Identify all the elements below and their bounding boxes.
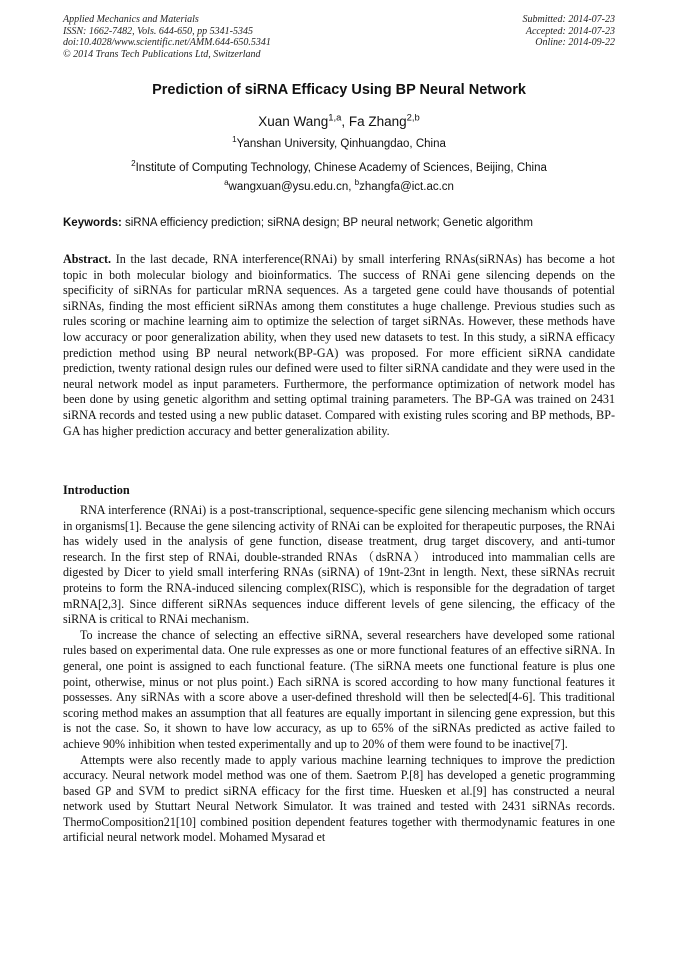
author-separator: ,: [341, 114, 349, 129]
affiliation-marker: 1: [232, 135, 237, 145]
author-superscript: 2,b: [406, 112, 420, 124]
online-date: Online: 2014-09-22: [535, 37, 615, 49]
affiliation-2: [0, 159, 678, 174]
paragraph: To increase the chance of selecting an effective siRNA, several researchers have developed some rational rules based on experimental data. One rule expresses as one or more functional features of an effective siRNA. In general, one point is assigned to each functional feature. (The siRNA meets one functional feature is plus one point, otherwise, minus or not plus point.) Each siRNA is scored according to how many functional features it possesses. Any siRNAs with a score above a user-defined threshold will then be selected[4-6]. This traditional scoring method makes an assumption that all features are equally important in silencing gene expression, but this is not the case. So, it shown to have low accuracy, as up to 65% of the siRNAs predicted as active failed to achieve 90% inhibition when tested experimentally and up to 20% of them were found to be inactive[7].: [63, 627, 615, 751]
author-emails: [0, 178, 678, 193]
accepted-date: Accepted: 2014-07-23: [525, 25, 615, 37]
journal-info: [63, 14, 271, 60]
author-superscript: 1,a: [328, 112, 342, 124]
issn-line: ISSN: 1662-7482, Vols. 644-650, pp 5341-5345: [63, 25, 253, 37]
abstract: [63, 252, 615, 439]
keywords-label: Keywords:: [63, 217, 122, 229]
author-name: Fa Zhang: [348, 114, 407, 129]
email-text: zhangfa@ict.ac.cn: [359, 181, 454, 193]
email-marker: b: [354, 178, 360, 188]
author-name: Xuan Wang: [258, 114, 329, 129]
paper-title: Prediction of siRNA Efficacy Using BP Neural Network: [152, 82, 526, 98]
keywords-text: siRNA efficiency prediction; siRNA design; BP neural network; Genetic algorithm: [121, 217, 534, 229]
section-heading: Introduction: [63, 483, 130, 497]
author-line: [0, 114, 678, 129]
affiliation-text: Institute of Computing Technology, Chinese Academy of Sciences, Beijing, China: [135, 162, 547, 174]
affiliation-text: Yanshan University, Qinhuangdao, China: [236, 138, 446, 150]
journal-name: Applied Mechanics and Materials: [63, 14, 199, 25]
copyright-line: © 2014 Trans Tech Publications Ltd, Switzerland: [63, 48, 261, 60]
introduction-body: [63, 503, 615, 846]
abstract-text: In the last decade, RNA interference(RNAi) by small interfering RNAs(siRNAs) has become a hot topic in both molecular biology and bioinformatics. The success of RNAi gene silencing depends on the specificity of siRNAs for particular mRNA sequences. As a targeted gene could have thousands of potential siRNAs, finding the most efficient siRNAs among them constitutes a huge challenge. Previous studies such as rules scoring or machine learning aim to optimize the selection of target siRNAs. However, these methods have low accuracy or poor generalization ability, when they used new datasets to test. In this study, a siRNA efficacy prediction method using BP neural network(BP-GA) was proposed. For more efficient siRNA candidate prediction, twenty rational design rules our defined were used to filter siRNA candidate and they were used in the neural network model as input parameters. Furthermore, the performance optimization of network model has been done by using genetic algorithm and setting optimal training parameters. The BP-GA was trained on 2431 siRNA records and tested using a new public dataset. Compared with existing rules scoring and BP methods, BP-GA has higher prediction accuracy and better generalization ability.: [63, 252, 615, 438]
affiliation-marker: 2: [131, 159, 136, 169]
affiliation-1: [0, 135, 678, 150]
dates-info: [523, 14, 616, 49]
email-marker: a: [224, 178, 229, 188]
email-text: wangxuan@ysu.edu.cn,: [228, 181, 355, 193]
paragraph: Attempts were also recently made to apply various machine learning techniques to improve the prediction accuracy. Neural network model method was one of them. Saetrom P.[8] has developed a genetic programming based GP and SVM to predict siRNA efficacy for the first time. Huesken et al.[9] has constructed a neural network used by Stuttart Neural Network Simulator. It was trained and tested with 2431 siRNAs records. ThermoComposition21[10] combined position dependent features together with thermodynamic features in one artificial neural network model. Mohamed Mysarad et: [63, 752, 615, 845]
abstract-label: Abstract.: [63, 252, 112, 266]
doi-line: doi:10.4028/www.scientific.net/AMM.644-650.5341: [63, 37, 271, 49]
submitted-date: Submitted: 2014-07-23: [522, 14, 615, 25]
paragraph: RNA interference (RNAi) is a post-transcriptional, sequence-specific gene silencing mechanism which occurs in organisms[1]. Because the gene silencing activity of RNAi can be exploited for therapeutic purposes, the RNAi has widely used in the analysis of gene function, disease treatment, drug target discovery, and anti-tumor research. In the first step of RNAi, double-stranded RNAs （dsRNA） introduced into mammalian cells are digested by Dicer to yield small interfering RNAs (siRNA) of 19nt-23nt in length. Next, these siRNAs recruit proteins to form the RNA-induced silencing complex(RISC), which is responsible for the degradation of target mRNA[2,3]. Since different siRNAs sequences induce different levels of gene silencing, the efficacy of the siRNA is critical to RNAi mechanism.: [63, 503, 615, 627]
keywords: [63, 217, 618, 229]
